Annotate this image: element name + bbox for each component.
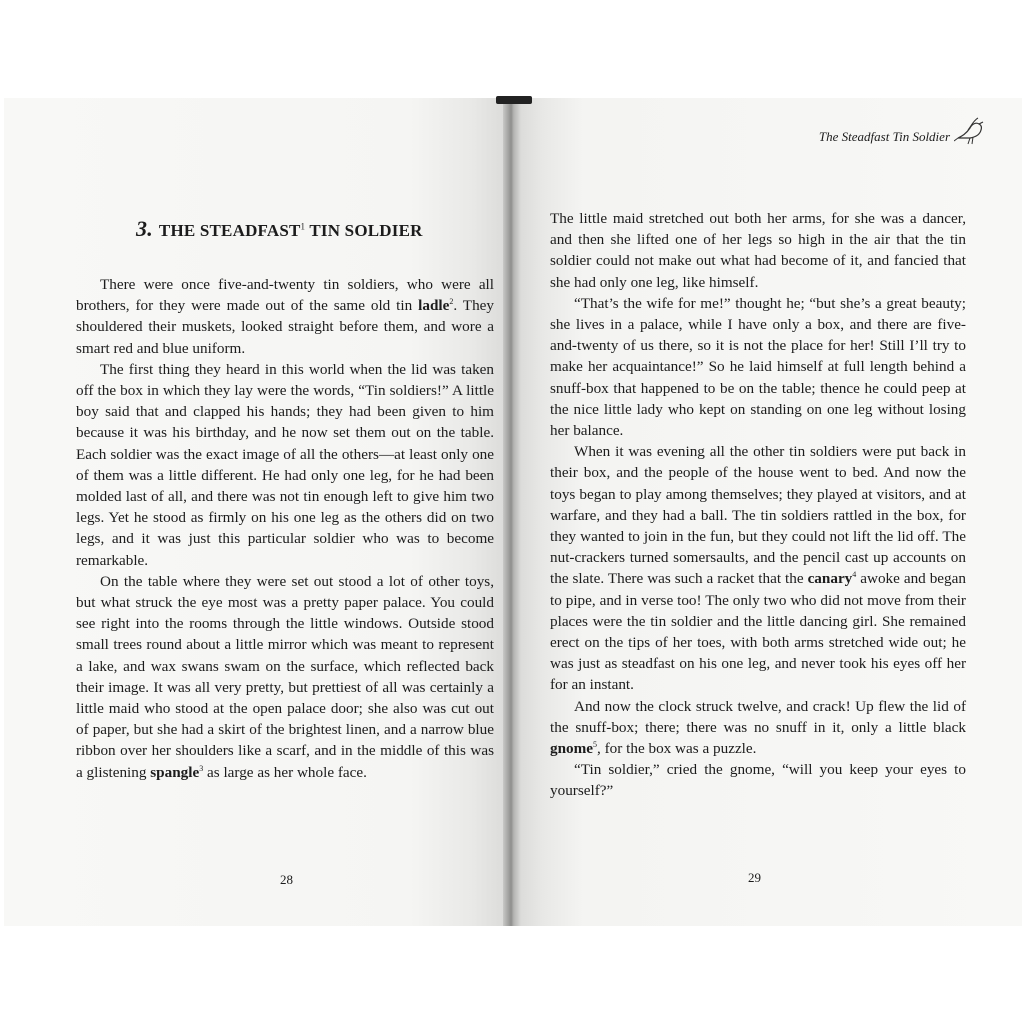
paragraph-text: And now the clock struck twelve, and crack! Up flew the lid of the snuff-box; there; there was no snuff in it, only a little black xyxy=(550,697,966,736)
paragraph-text: On the table where they were set out stood a lot of other toys, but what struck the eye most was a pretty paper palace. You could see right into the rooms through the little windows. Outside stood small trees round about a little mirror which was meant to represent a lake, and wax swans swam on the surface, which reflected back their image. It was all very pretty, but prettiest of all was certainly a little maid who stood at the open palace door; she also was cut out of paper, but she had a skirt of the brightest linen, and a narrow blue ribbon over her shoulders like a scarf, and in the middle of this was a glistening xyxy=(76,572,494,781)
paragraph-text: There were once five-and-twenty tin soldiers, who were all brothers, for they were made out of the same old tin xyxy=(76,276,494,315)
page-number: 29 xyxy=(748,870,761,885)
right-page-text xyxy=(550,208,966,802)
glossary-term: spangle xyxy=(150,763,200,781)
paragraph: “That’s the wife for me!” thought he; “but she’s a great beauty; she lives in a palace, while I have only a box, and there are five-and-twenty of us there, so it is not the place for her! Still I’ll try to make her acquaintance!” So he laid himself at full length behind a snuff-box that happened to be on the table; thence he could peep at the nice little lady who kept on standing on one leg without losing her balance. xyxy=(550,294,966,440)
paragraph xyxy=(550,696,966,760)
left-page-text xyxy=(76,274,494,783)
chapter-number: 3. xyxy=(136,216,153,241)
footnote-ref: 3 xyxy=(199,763,204,773)
footnote-ref: 5 xyxy=(593,740,598,750)
paragraph-text: awoke and began to pipe, and in verse too! The only two who did not move from their places were the tin soldier and the little dancing girl. She remained erect on the tips of her toes, with both arms stretched wide out; he was just as steadfast on his one leg, and never took his eyes off her for an instant. xyxy=(550,570,966,694)
chapter-title-footnote: 1 xyxy=(300,221,306,232)
glossary-term: canary xyxy=(807,570,853,588)
footnote-ref: 2 xyxy=(449,297,454,307)
glossary-term: ladle xyxy=(418,297,450,315)
glossary-term: gnome xyxy=(550,740,594,758)
open-book xyxy=(4,98,1022,926)
paragraph-text: as large as her whole face. xyxy=(203,763,367,781)
paragraph: The first thing they heard in this world when the lid was taken off the box in which they lay were the words, “Tin soldiers!” A little boy said that and clapped his hands; they had been given to him because it was his birthday, and he now set them out on the table. Each soldier was the exact image of all the others—at least only one of them was a little different. He had only one leg, for he had been molded last of all, and there was not tin enough left to give him two legs. Yet he stood as firmly on his one leg as the others did on two legs, and it was just this particular soldier who was to become remarkable. xyxy=(76,360,494,569)
footnote-ref: 4 xyxy=(852,570,857,580)
chapter-title-part1: THE STEADFAST xyxy=(158,221,301,240)
chapter-title-part2: TIN SOLDIER xyxy=(305,221,423,240)
paragraph: “Tin soldier,” cried the gnome, “will you keep your eyes to yourself?” xyxy=(550,761,966,800)
chapter-title xyxy=(136,216,423,242)
running-head: The Steadfast Tin Soldier xyxy=(818,129,950,144)
paragraph: The little maid stretched out both her arms, for she was a dancer, and then she lifted one of her legs so high in the air that the tin soldier could not make out what had become of it, and fancied that she had only one leg, like himself. xyxy=(550,210,966,291)
paragraph xyxy=(550,441,966,695)
paragraph-text: , for the box was a puzzle. xyxy=(597,740,757,758)
paragraph xyxy=(76,274,494,359)
right-page xyxy=(512,98,1022,926)
page-number: 28 xyxy=(280,872,293,887)
book-spine xyxy=(503,98,521,926)
paragraph-text: When it was evening all the other tin soldiers were put back in their box, and the people of the house went to bed. And now the toys began to play among themselves; they played at visitors, and at warfare, and they had a ball. The tin soldiers rattled in the box, for they wanted to join in the fun, but they could not lift the lid off. The nut-crackers turned somersaults, and the pencil cast up accounts on the slate. There was such a racket that the xyxy=(550,443,966,588)
bird-icon xyxy=(954,116,988,146)
paragraph-text: . They shouldered their muskets, looked straight before them, and wore a smart red and blue uniform. xyxy=(76,297,495,357)
spine-shadow xyxy=(496,96,532,104)
left-page xyxy=(4,98,512,926)
paragraph xyxy=(76,571,494,783)
